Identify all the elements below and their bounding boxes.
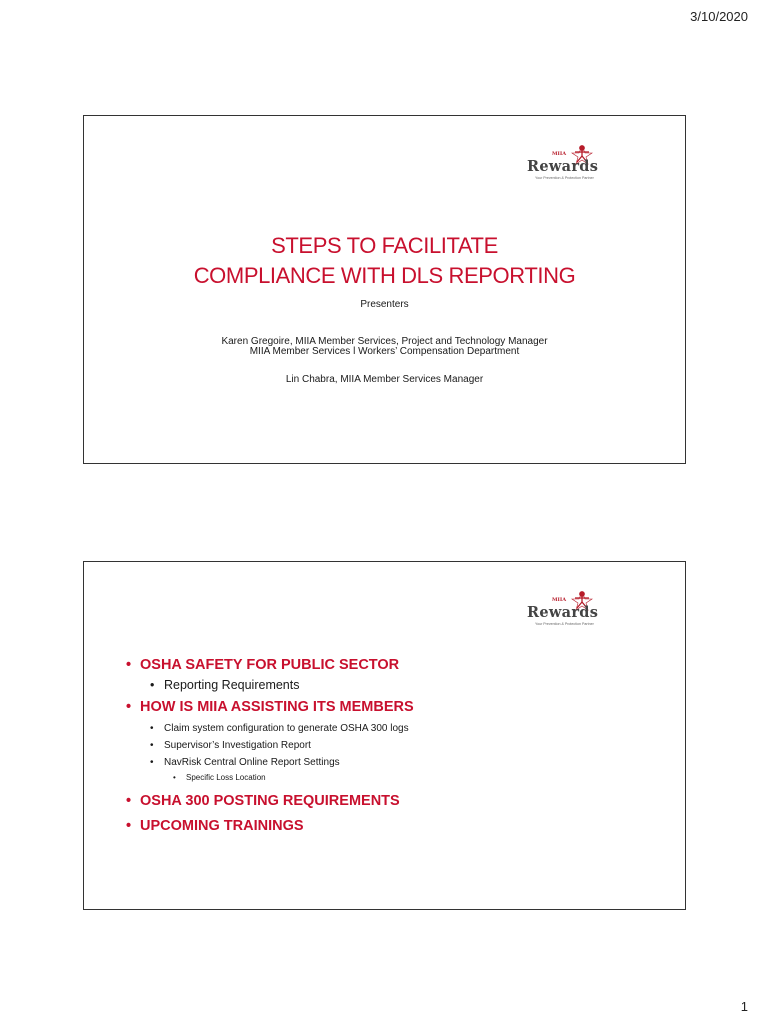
agenda-heading	[126, 792, 626, 810]
bullet-icon: •	[150, 757, 154, 768]
title-line-1: STEPS TO FACILITATE	[271, 233, 498, 258]
agenda-subitem	[126, 720, 626, 737]
title-slide	[83, 115, 686, 464]
bullet-icon: •	[173, 773, 176, 782]
logo-tagline: Your Prevention & Protection Partner	[535, 176, 594, 180]
bullet-icon: •	[150, 678, 155, 692]
agenda-subitem	[126, 754, 626, 771]
agenda-slide	[83, 561, 686, 910]
agenda-subitem-text: Claim system configuration to generate OSHA 300 logs	[164, 723, 409, 734]
agenda-heading	[126, 817, 626, 835]
agenda-list	[126, 656, 626, 835]
bullet-icon: •	[150, 740, 154, 751]
agenda-heading-text: OSHA SAFETY FOR PUBLIC SECTOR	[140, 657, 400, 673]
agenda-subitem-text: Supervisor’s Investigation Report	[164, 740, 311, 751]
title-line-2: COMPLIANCE WITH DLS REPORTING	[193, 263, 576, 288]
bullet-icon: •	[150, 723, 154, 734]
bullet-icon: •	[126, 699, 132, 715]
presenters-label: Presenters	[360, 299, 409, 310]
agenda-subitem-text: Reporting Requirements	[164, 678, 300, 692]
agenda-heading-text: HOW IS MIIA ASSISTING ITS MEMBERS	[140, 699, 414, 715]
slide-title	[84, 231, 685, 291]
agenda-subitem	[126, 737, 626, 754]
miia-rewards-logo	[525, 590, 621, 634]
miia-rewards-logo	[525, 144, 621, 188]
bullet-icon: •	[126, 657, 132, 673]
agenda-subsubitem-text: Specific Loss Location	[186, 773, 266, 782]
agenda-heading	[126, 656, 626, 674]
page-number: 1	[740, 999, 748, 1014]
presenter-line-2: MIIA Member Services l Workers’ Compensation Department	[249, 346, 520, 357]
logo-brand-text: Rewards	[527, 604, 599, 621]
agenda-heading-text: UPCOMING TRAININGS	[140, 818, 304, 834]
agenda-heading-text: OSHA 300 POSTING REQUIREMENTS	[140, 793, 400, 809]
agenda-subitem	[126, 677, 626, 693]
bullet-icon: •	[126, 818, 132, 834]
agenda-heading	[126, 698, 626, 716]
presenter-line-1: Karen Gregoire, MIIA Member Services, Project and Technology Manager	[221, 336, 548, 347]
logo-small-text: MIIA	[552, 597, 567, 603]
presenter-group	[84, 337, 685, 357]
bullet-icon: •	[126, 793, 132, 809]
page-date: 3/10/2020	[690, 9, 748, 24]
presenter-line-3: Lin Chabra, MIIA Member Services Manager	[285, 374, 484, 385]
agenda-subsubitem	[126, 771, 626, 785]
agenda-subitem-text: NavRisk Central Online Report Settings	[164, 757, 340, 768]
logo-brand-text: Rewards	[527, 158, 599, 175]
logo-tagline: Your Prevention & Protection Partner	[535, 622, 594, 626]
logo-small-text: MIIA	[552, 151, 567, 157]
